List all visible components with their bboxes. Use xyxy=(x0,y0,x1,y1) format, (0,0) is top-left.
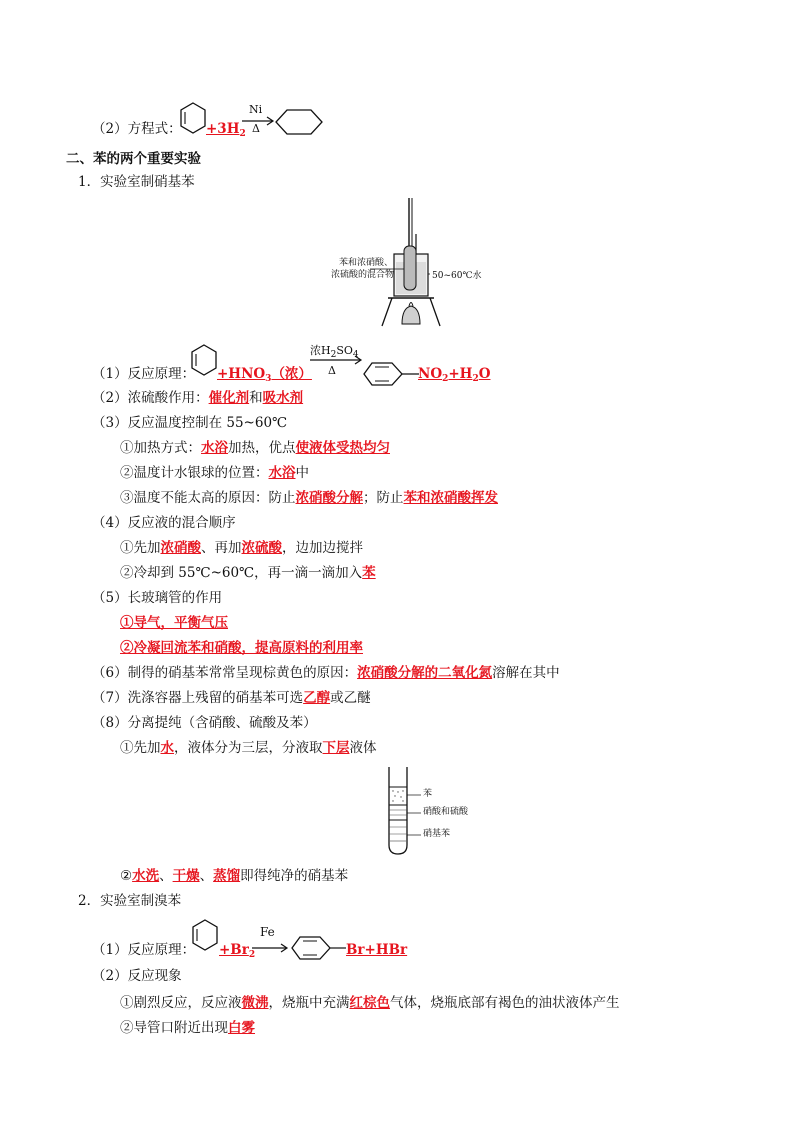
section-title: 二、苯的两个重要实验 xyxy=(66,151,201,167)
exp1-item8-1: ①先加水，液体分为三层，分液取下层液体 xyxy=(120,740,377,756)
exp1-item6: （6）制得的硝基苯常常呈现棕黄色的原因：浓硝酸分解的二氧化氮溶解在其中 xyxy=(92,665,560,681)
exp1-item3-3: ③温度不能太高的原因：防止浓硝酸分解；防止苯和浓硝酸挥发 xyxy=(120,490,498,506)
exp2-principle-label: （1）反应原理： xyxy=(92,942,196,958)
tube-label-benzene: 苯 xyxy=(423,789,433,799)
exp1-item7: （7）洗涤容器上残留的硝基苯可选乙醇或乙醚 xyxy=(92,690,371,706)
exp1-products: $NO_2+H_2O$ xyxy=(418,366,491,384)
cyclohexane-icon xyxy=(274,108,324,136)
figure-label-water: 50~60℃水 xyxy=(432,271,482,281)
exp1-condition-heat: Δ xyxy=(328,364,336,377)
exp2-item2: （2）反应现象 xyxy=(92,968,182,984)
equation-label: （2）方程式： xyxy=(92,121,182,137)
exp1-condition-top: 浓$H_2SO_4$ xyxy=(310,344,359,360)
exp1-item8: （8）分离提纯（含硝酸、硫酸及苯） xyxy=(92,715,317,731)
exp1-item4-1: ①先加浓硝酸、再加浓硫酸，边加边搅拌 xyxy=(120,540,363,556)
equation-line xyxy=(92,119,182,139)
exp1-item4-2: ②冷却到 55℃~60℃，再一滴一滴加入苯 xyxy=(120,565,376,581)
reaction-arrow xyxy=(250,942,290,954)
exp2-item2-2: ②导管口附近出现白雾 xyxy=(120,1020,255,1036)
exp1-principle-label: （1）反应原理： xyxy=(92,366,196,382)
heat-label: Δ xyxy=(252,122,260,135)
separation-test-tube-figure xyxy=(385,765,425,857)
exp1-item2: （2）浓硫酸作用：催化剂和吸水剂 xyxy=(92,390,304,406)
bromobenzene-structure xyxy=(290,934,348,962)
exp1-item3-1: ①加热方式：水浴加热，优点使液体受热均匀 xyxy=(120,440,390,456)
tube-label-acids: 硝酸和硫酸 xyxy=(423,807,469,817)
tube-label-nitrobenzene: 硝基苯 xyxy=(423,829,451,839)
exp2-reagent: $+Br_2$ xyxy=(219,942,256,960)
exp2-condition-top: Fe xyxy=(260,925,275,939)
exp1-item3-2: ②温度计水银球的位置：水浴中 xyxy=(120,465,309,481)
equation-reagent: $+3H_2$ xyxy=(206,121,246,139)
benzene-icon xyxy=(189,343,219,379)
exp1-item8-2: ②水洗、干燥、蒸馏即得纯净的硝基苯 xyxy=(120,868,349,884)
benzene-icon xyxy=(190,918,220,954)
exp2-title: 2．实验室制溴苯 xyxy=(78,893,182,909)
exp1-item5-2: ②冷凝回流苯和硝酸，提高原料的利用率 xyxy=(120,640,363,656)
exp1-item5: （5）长玻璃管的作用 xyxy=(92,590,223,606)
exp1-title: 1．实验室制硝基苯 xyxy=(78,174,195,190)
exp1-item3: （3）反应温度控制在 55~60℃ xyxy=(92,415,288,431)
catalyst-label: Ni xyxy=(249,103,263,116)
benzene-icon xyxy=(178,101,208,137)
nitrobenzene-structure xyxy=(362,360,420,388)
figure-label-mixture-1: 苯和浓硝酸、 xyxy=(339,258,394,268)
exp1-item4: （4）反应液的混合顺序 xyxy=(92,515,236,531)
exp1-reagent: $+HNO_3$（浓） xyxy=(217,366,312,384)
exp2-products: Br+HBr xyxy=(346,942,408,958)
exp2-item2-1: ①剧烈反应，反应液微沸，烧瓶中充满红棕色气体，烧瓶底部有褐色的油状液体产生 xyxy=(120,995,620,1011)
exp1-item5-1: ①导气，平衡气压 xyxy=(120,615,228,631)
reaction-arrow xyxy=(308,354,364,366)
figure-label-mixture-2: 浓硫酸的混合物 xyxy=(331,270,395,280)
